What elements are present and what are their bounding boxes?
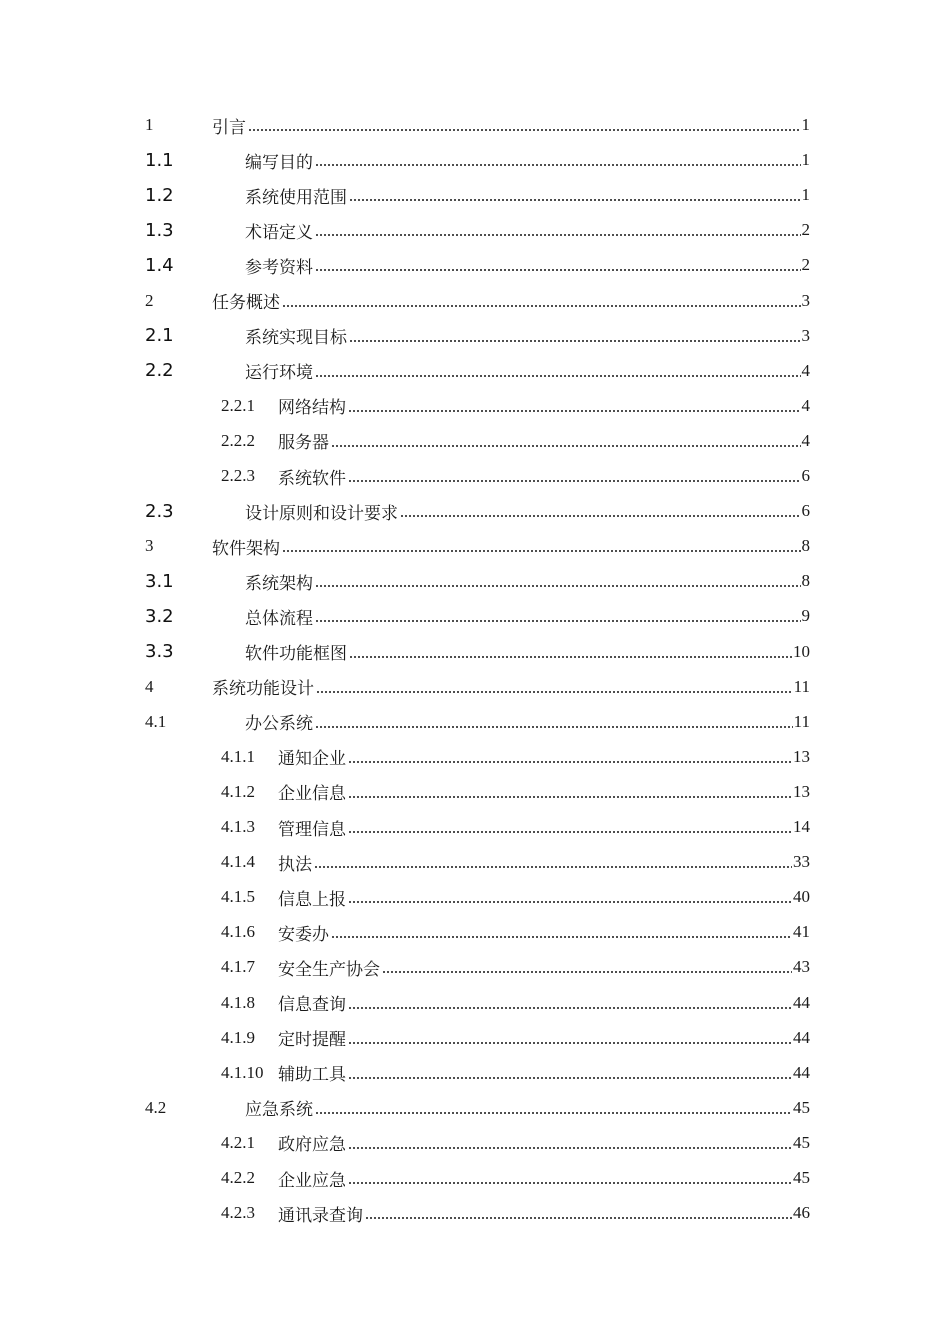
dot-leader <box>331 445 801 447</box>
toc-entry-page-number: 45 <box>793 1097 810 1117</box>
toc-entry-number: 3.1 <box>145 570 174 592</box>
toc-entry-number: 4.1.8 <box>221 992 255 1012</box>
toc-entry-number: 3.2 <box>145 605 174 627</box>
dot-leader <box>315 269 801 271</box>
toc-entry-page-number: 43 <box>793 957 810 977</box>
toc-entry-page-number: 45 <box>793 1132 810 1152</box>
toc-entry-page-number: 10 <box>793 641 810 661</box>
toc-entry-number: 2 <box>145 290 154 310</box>
toc-entry-page-number: 44 <box>793 992 810 1012</box>
toc-entry[interactable] <box>0 1093 950 1123</box>
toc-entry[interactable] <box>0 566 950 596</box>
toc-entry[interactable] <box>0 391 950 421</box>
toc-entry-title: 系统实现目标 <box>245 328 347 349</box>
dot-leader <box>314 866 792 868</box>
toc-entry-number: 4.1.5 <box>221 887 255 907</box>
dot-leader <box>349 656 792 658</box>
toc-entry-page-number: 2 <box>801 220 810 240</box>
dot-leader <box>248 129 801 131</box>
dot-leader <box>315 620 801 622</box>
toc-entry-title: 企业应急 <box>278 1170 346 1191</box>
toc-entry-number: 4.1.10 <box>221 1062 264 1082</box>
toc-entry[interactable] <box>0 1198 950 1228</box>
toc-entry[interactable] <box>0 917 950 947</box>
toc-entry-number: 1.2 <box>145 184 174 206</box>
toc-entry-page-number: 46 <box>793 1203 810 1223</box>
toc-entry-number: 2.2 <box>145 360 174 382</box>
toc-entry-page-number: 8 <box>801 536 810 556</box>
toc-entry[interactable] <box>0 321 950 351</box>
toc-entry-page-number: 4 <box>801 360 810 380</box>
toc-entry-title: 系统使用范围 <box>245 187 347 208</box>
toc-entry-page-number: 1 <box>801 150 810 170</box>
dot-leader <box>349 199 801 201</box>
toc-entry-page-number: 1 <box>801 115 810 134</box>
toc-entry-number: 2.2.2 <box>221 430 255 450</box>
toc-entry-title: 引言 <box>212 117 246 138</box>
toc-entry-title: 信息查询 <box>278 995 346 1015</box>
toc-entry-title: 软件功能框图 <box>245 644 347 664</box>
toc-entry-page-number: 11 <box>793 676 810 696</box>
toc-entry-number: 3.3 <box>145 641 174 662</box>
toc-entry-page-number: 9 <box>801 606 810 626</box>
toc-entry-number: 4.2.1 <box>221 1132 255 1152</box>
toc-entry[interactable] <box>0 1163 950 1193</box>
toc-entry-title: 定时提醒 <box>278 1030 346 1051</box>
dot-leader <box>348 1077 792 1079</box>
toc-entry-page-number: 1 <box>801 185 810 205</box>
toc-entry-number: 4.1.1 <box>221 746 255 766</box>
toc-entry-title: 信息上报 <box>278 889 346 910</box>
toc-entry-title: 政府应急 <box>278 1135 346 1156</box>
dot-leader <box>315 234 801 236</box>
toc-entry[interactable] <box>0 531 950 561</box>
dot-leader <box>331 936 792 938</box>
toc-entry[interactable] <box>0 1128 950 1158</box>
toc-entry-number: 4.1.9 <box>221 1027 255 1047</box>
toc-entry-title: 安委办 <box>278 924 329 945</box>
toc-entry[interactable] <box>0 601 950 631</box>
dot-leader <box>282 305 801 307</box>
toc-entry-page-number: 13 <box>793 746 810 766</box>
toc-entry[interactable] <box>0 637 950 667</box>
dot-leader <box>382 971 792 973</box>
toc-entry-page-number: 2 <box>801 255 810 275</box>
dot-leader <box>315 726 793 728</box>
toc-entry-page-number: 45 <box>793 1168 810 1187</box>
toc-entry[interactable] <box>0 988 950 1018</box>
toc-entry[interactable] <box>0 426 950 456</box>
dot-leader <box>348 1147 792 1149</box>
dot-leader <box>315 585 801 587</box>
toc-entry[interactable] <box>0 250 950 280</box>
dot-leader <box>400 515 801 517</box>
toc-entry-number: 4.2.3 <box>221 1203 255 1223</box>
dot-leader <box>348 410 801 412</box>
toc-entry-page-number: 41 <box>793 922 810 942</box>
toc-entry-number: 2.1 <box>145 325 174 347</box>
toc-entry-title: 管理信息 <box>278 819 346 840</box>
toc-entry[interactable] <box>0 777 950 807</box>
dot-leader <box>315 375 801 377</box>
toc-entry-title: 安全生产协会 <box>278 959 380 980</box>
toc-entry-number: 2.2.3 <box>221 466 255 485</box>
toc-entry-number: 4.1.3 <box>221 817 255 836</box>
toc-entry-title: 通知企业 <box>278 749 346 770</box>
toc-entry-title: 应急系统 <box>245 1100 313 1121</box>
dot-leader <box>348 761 792 763</box>
toc-entry[interactable] <box>0 882 950 912</box>
toc-entry-number: 1.4 <box>145 254 174 276</box>
toc-entry-title: 服务器 <box>278 433 329 454</box>
toc-entry-page-number: 6 <box>801 466 810 485</box>
toc-entry-title: 网络结构 <box>278 398 346 419</box>
toc-entry-page-number: 4 <box>801 430 810 450</box>
toc-entry[interactable] <box>0 1023 950 1053</box>
toc-entry[interactable] <box>0 461 950 491</box>
toc-entry-number: 4.1.4 <box>221 852 255 872</box>
toc-entry-title: 编写目的 <box>245 152 313 173</box>
toc-entry-number: 4.1 <box>145 711 167 731</box>
toc-entry[interactable] <box>0 286 950 316</box>
toc-entry-page-number: 6 <box>801 501 810 521</box>
dot-leader <box>348 901 792 903</box>
toc-entry[interactable] <box>0 356 950 386</box>
dot-leader <box>348 831 792 833</box>
toc-entry-number: 4.1.7 <box>221 957 255 977</box>
toc-entry-title: 办公系统 <box>245 714 313 735</box>
toc-entry-page-number: 44 <box>793 1027 810 1047</box>
dot-leader <box>348 1042 792 1044</box>
dot-leader <box>348 796 792 798</box>
toc-entry-title: 参考资料 <box>245 257 313 278</box>
toc-entry-title: 系统功能设计 <box>212 679 314 700</box>
toc-entry-title: 辅助工具 <box>278 1065 346 1086</box>
toc-entry-number: 4.1.6 <box>221 922 255 942</box>
dot-leader <box>348 1182 792 1184</box>
toc-entry-page-number: 3 <box>801 290 810 310</box>
toc-entry-number: 4.2 <box>145 1097 167 1117</box>
toc-entry-page-number: 4 <box>801 395 810 415</box>
toc-entry-number: 1.1 <box>145 149 174 171</box>
toc-entry[interactable] <box>0 496 950 526</box>
dot-leader <box>315 164 801 166</box>
toc-entry-title: 通讯录查询 <box>278 1205 363 1226</box>
toc-entry-title: 设计原则和设计要求 <box>245 503 398 524</box>
toc-entry[interactable] <box>0 145 950 175</box>
toc-entry[interactable] <box>0 952 950 982</box>
toc-entry[interactable] <box>0 1058 950 1088</box>
toc-entry-title: 软件架构 <box>212 538 280 559</box>
toc-entry-page-number: 44 <box>793 1062 810 1082</box>
toc-entry-number: 1.3 <box>145 219 174 241</box>
dot-leader <box>348 1007 792 1009</box>
toc-entry[interactable] <box>0 847 950 877</box>
toc-entry[interactable] <box>0 215 950 245</box>
toc-entry-page-number: 3 <box>801 325 810 345</box>
toc-entry[interactable] <box>0 180 950 210</box>
toc-entry-title: 企业信息 <box>278 784 346 805</box>
dot-leader <box>349 340 801 342</box>
toc-entry[interactable] <box>0 110 950 140</box>
toc-entry-number: 2.3 <box>145 500 174 522</box>
toc-entry-title: 任务概述 <box>212 293 280 313</box>
toc-entry[interactable] <box>0 812 950 842</box>
toc-entry-page-number: 40 <box>793 887 810 907</box>
toc-entry-page-number: 11 <box>793 711 810 731</box>
toc-entry-number: 4.2.2 <box>221 1168 255 1187</box>
toc-entry-title: 执法 <box>278 854 312 875</box>
toc-entry-title: 运行环境 <box>245 363 313 384</box>
toc-entry-title: 系统软件 <box>278 468 346 489</box>
toc-entry-page-number: 14 <box>793 817 810 836</box>
toc-entry[interactable] <box>0 672 950 702</box>
toc-entry[interactable] <box>0 742 950 772</box>
toc-entry-number: 4.1.2 <box>221 781 255 801</box>
dot-leader <box>348 480 801 482</box>
toc-entry-number: 3 <box>145 536 154 556</box>
dot-leader <box>315 1112 792 1114</box>
toc-entry-page-number: 13 <box>793 781 810 801</box>
toc-entry-title: 系统架构 <box>245 573 313 594</box>
toc-entry[interactable] <box>0 707 950 737</box>
toc-entry-number: 1 <box>145 115 154 134</box>
dot-leader <box>316 691 793 693</box>
toc-entry-number: 2.2.1 <box>221 395 255 415</box>
toc-entry-page-number: 33 <box>793 852 810 872</box>
toc-entry-page-number: 8 <box>801 571 810 591</box>
dot-leader <box>365 1217 792 1219</box>
toc-entry-title: 术语定义 <box>245 222 313 243</box>
toc-entry-number: 4 <box>145 676 154 696</box>
dot-leader <box>282 550 801 552</box>
toc-entry-title: 总体流程 <box>245 608 313 629</box>
